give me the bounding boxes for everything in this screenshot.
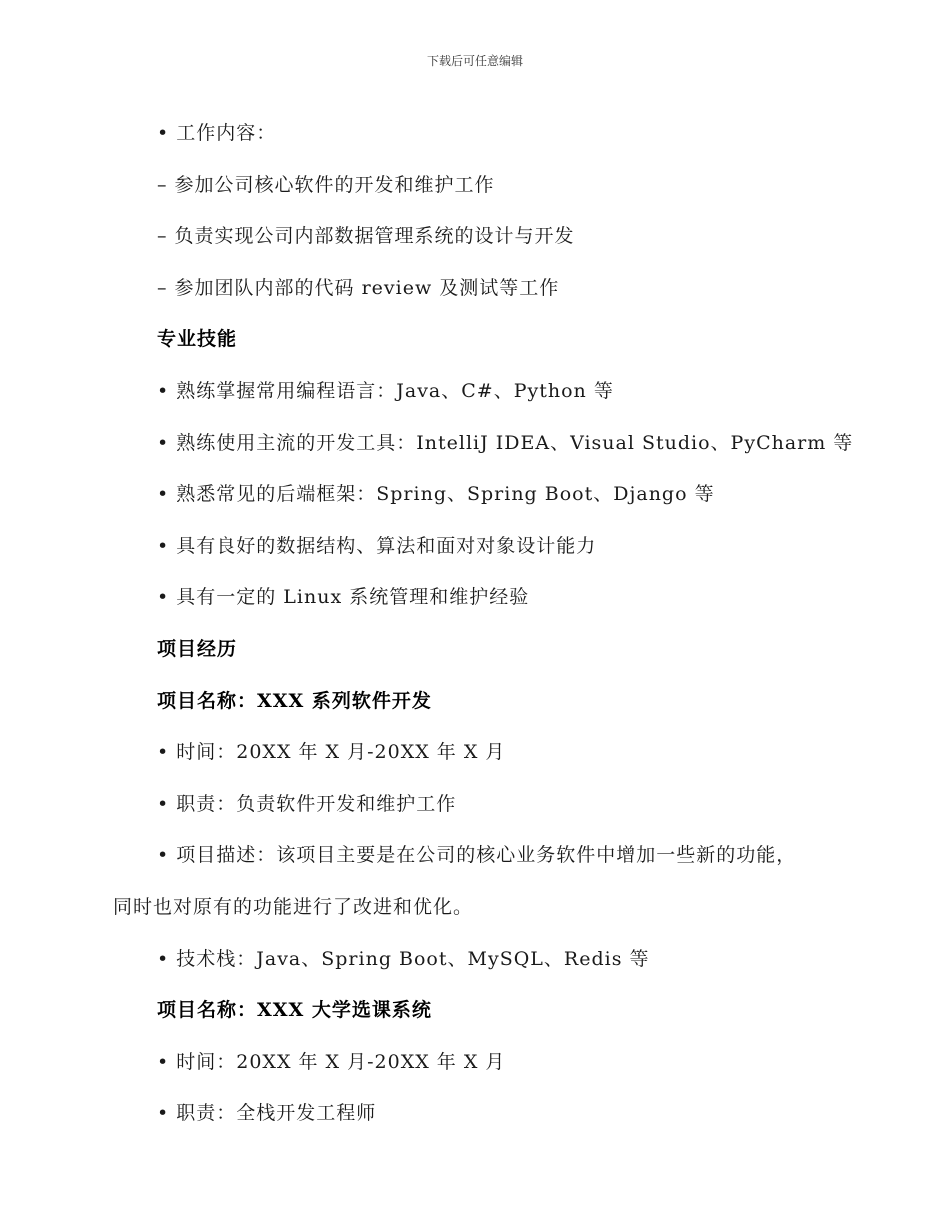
skill-item-3: • 熟悉常见的后端框架：Spring、Spring Boot、Django 等: [157, 483, 715, 506]
project1-time: • 时间：20XX 年 X 月-20XX 年 X 月: [157, 741, 506, 764]
project1-description: • 项目描述：该项目主要是在公司的核心业务软件中增加一些新的功能，同时也对原有的功能进行了改进和优化。: [113, 844, 797, 918]
project1-role: • 职责：负责软件开发和维护工作: [157, 792, 457, 815]
work-content-label: • 工作内容：: [157, 122, 277, 144]
skill-item-5: • 具有一定的 Linux 系统管理和维护经验: [157, 586, 530, 609]
skill-item-2: • 熟练使用主流的开发工具：IntelliJ IDEA、Visual Studio、PyCharm 等: [157, 431, 854, 454]
projects-heading: 项目经历: [157, 637, 238, 660]
skills-heading: 专业技能: [157, 328, 238, 351]
work-item-2: – 负责实现公司内部数据管理系统的设计与开发: [157, 225, 575, 248]
project2-role: • 职责：全栈开发工程师: [157, 1102, 377, 1125]
skill-item-1: • 熟练掌握常用编程语言：Java、C#、Python 等: [157, 379, 614, 402]
skill-item-4: • 具有良好的数据结构、算法和面对对象设计能力: [157, 534, 597, 557]
project1-name: 项目名称：XXX 系列软件开发: [157, 689, 432, 712]
page-header: 下载后可任意编辑: [426, 54, 523, 68]
project1-tech: • 技术栈：Java、Spring Boot、MySQL、Redis 等: [157, 947, 650, 970]
work-item-1: – 参加公司核心软件的开发和维护工作: [157, 173, 495, 196]
document-body: [113, 108, 854, 1140]
project2-name: 项目名称：XXX 大学选课系统: [157, 999, 432, 1022]
project2-time: • 时间：20XX 年 X 月-20XX 年 X 月: [157, 1050, 506, 1073]
work-item-3: – 参加团队内部的代码 review 及测试等工作: [157, 276, 560, 299]
